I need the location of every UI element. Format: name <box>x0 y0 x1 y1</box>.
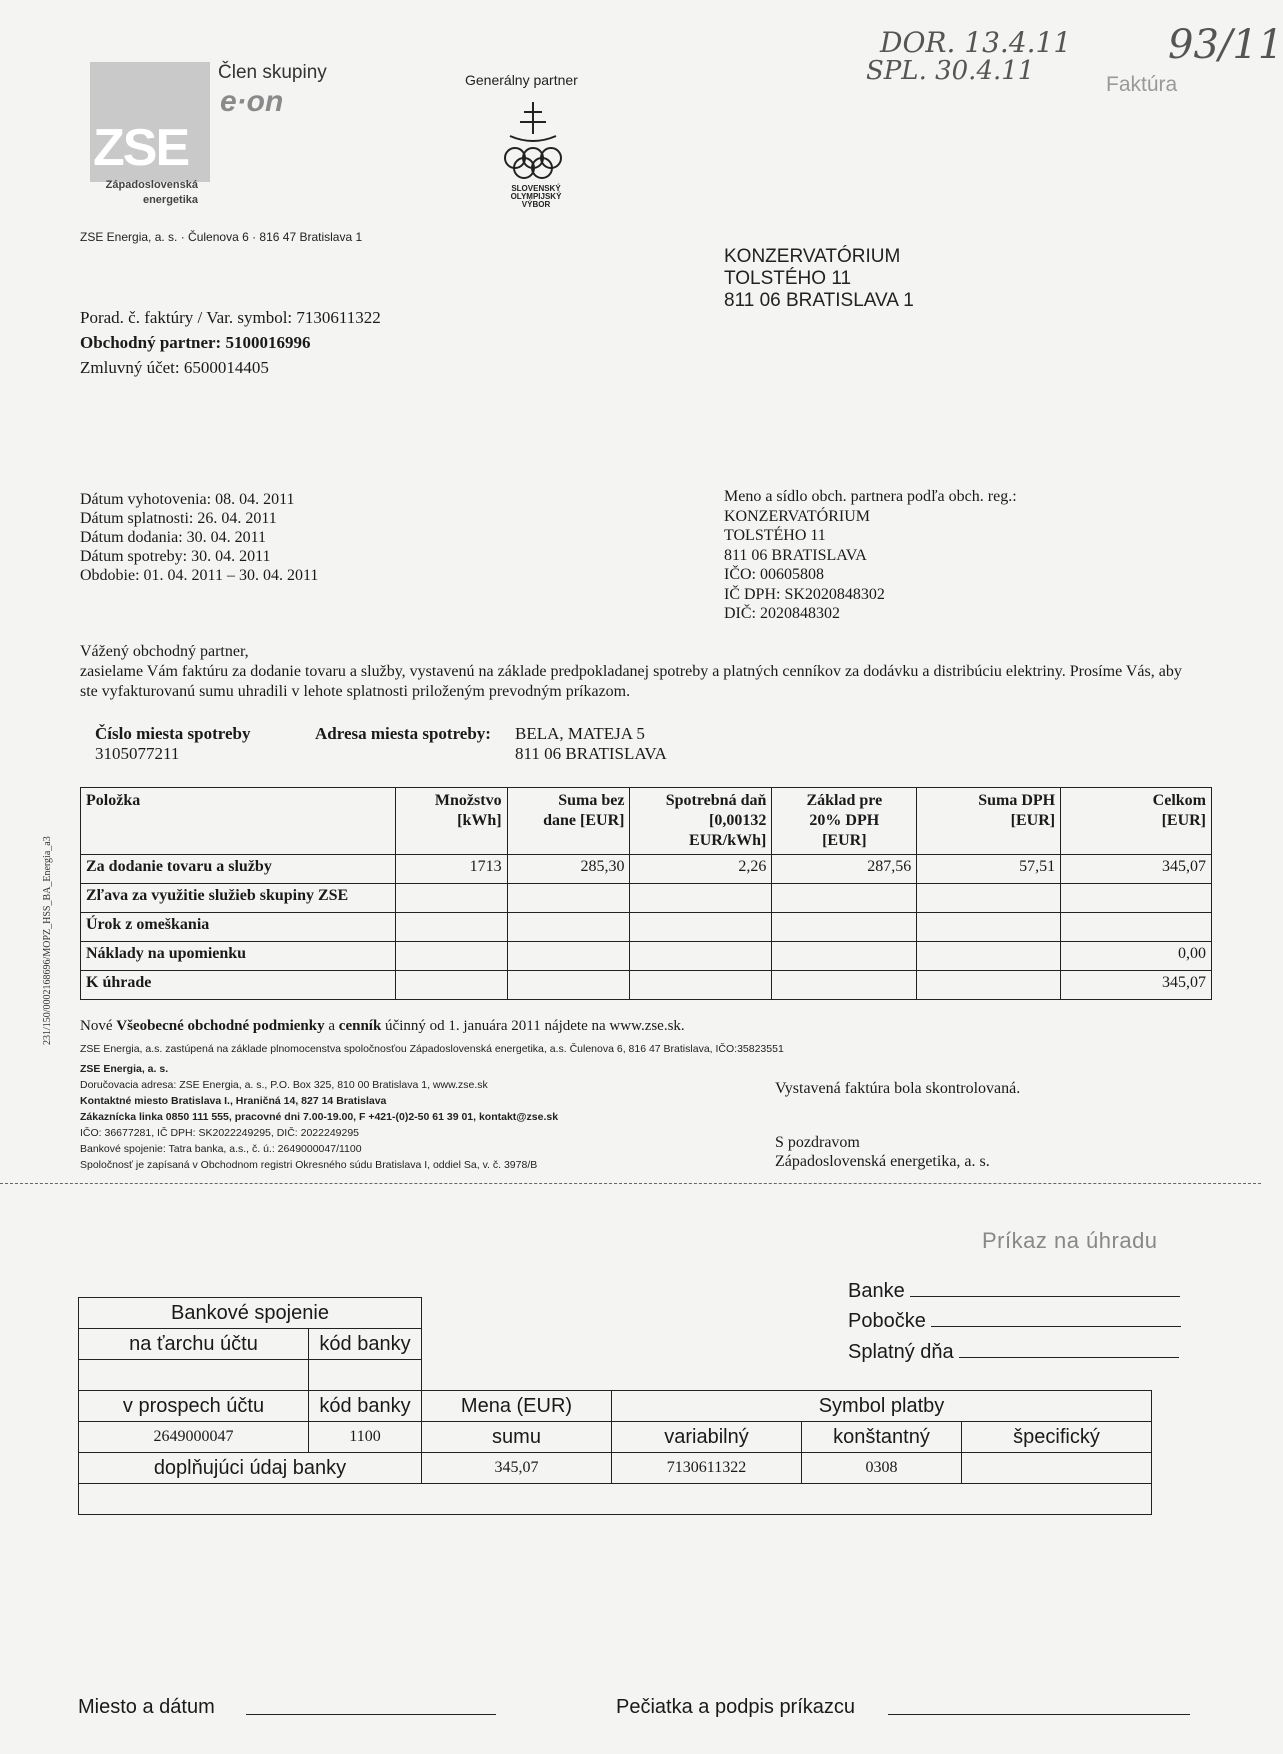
due-date-field[interactable]: Splatný dňa <box>848 1341 1179 1364</box>
header-excise-tax: Spotrebná daň [0,00132 EUR/kWh] <box>630 788 772 855</box>
payment-order-title: Príkaz na úhradu <box>982 1228 1158 1253</box>
cover-letter <box>80 642 1200 702</box>
credit-account-value: 2649000047 <box>79 1422 309 1453</box>
table-header-row <box>81 788 1212 855</box>
recipient-address: KONZERVATÓRIUM TOLSTÉHO 11 811 06 BRATISLAVA 1 <box>724 246 914 311</box>
sender-address: ZSE Energia, a. s. · Čulenova 6 · 816 47 Bratislava 1 <box>80 230 363 244</box>
group-label: Člen skupiny <box>218 62 327 83</box>
document-type-title: Faktúra <box>1106 73 1178 96</box>
currency-label: Mena (EUR) <box>422 1391 612 1422</box>
constant-symbol-value: 0308 <box>802 1453 962 1484</box>
extra-bank-info-input[interactable] <box>79 1484 1152 1515</box>
amount-value: 345,07 <box>422 1453 612 1484</box>
eon-logo: e·on <box>220 85 284 118</box>
credit-bank-code-label: kód banky <box>309 1391 422 1422</box>
amount-label: sumu <box>422 1422 612 1453</box>
branch-field[interactable]: Pobočke <box>848 1310 1181 1333</box>
consumption-address: Adresa miesta spotreby: BELA, MATEJA 5 811 06 BRATISLAVA <box>315 724 667 763</box>
partner-registration: Meno a sídlo obch. partnera podľa obch. reg.: KONZERVATÓRIUM TOLSTÉHO 11 811 06 BRATISLAVA IČO: 00605808 IČ DPH: SK2020848302 DIČ: 2020848302 <box>724 488 1017 622</box>
olympic-rings-icon <box>498 100 568 185</box>
credit-account-label: v prospech účtu <box>79 1391 309 1422</box>
header-vat-amount: Suma DPH [EUR] <box>917 788 1061 855</box>
place-date-label: Miesto a dátum <box>78 1696 215 1718</box>
header-item: Položka <box>81 788 396 855</box>
constant-symbol-label: konštantný <box>802 1422 962 1453</box>
invoice-items-table <box>80 787 1212 1000</box>
payment-order-table <box>78 1297 1152 1515</box>
invoice-number: Porad. č. faktúry / Var. symbol: 7130611322 <box>80 308 381 327</box>
table-row: Za dodanie tovaru a služby 1713 285,30 2,26 287,56 57,51 345,07 <box>81 855 1212 884</box>
payment-symbol-label: Symbol platby <box>612 1391 1152 1422</box>
extra-bank-info-label: doplňujúci údaj banky <box>79 1453 422 1484</box>
debit-account-input[interactable] <box>79 1360 309 1391</box>
stamp-signature-line[interactable] <box>888 1714 1190 1715</box>
letter-body: zasielame Vám faktúru za dodanie tovaru a služby, vystavenú na základe predpokladanej spotreby a platných cenníkov za dodávku a distribúciu elektriny. Prosíme Vás, aby ste vyfakturovanú sumu uhradili v lehote splatnosti priloženým prevodným príkazom. <box>80 663 1182 700</box>
handwritten-invoice-number: 93/11 <box>1168 22 1283 68</box>
table-row: Úrok z omeškania <box>81 913 1212 942</box>
side-document-code: 231/150/0002168696/MOPZ_HSS_BA_Energia_a3 <box>42 836 53 1045</box>
business-partner: Obchodný partner: 5100016996 <box>80 333 311 352</box>
zse-logo: ZSE <box>93 119 189 177</box>
zse-logo-subtitle: Západoslovenská energetika <box>105 179 198 206</box>
bank-field[interactable]: Banke <box>848 1280 1180 1303</box>
contract-account: Zmluvný účet: 6500014405 <box>80 358 269 377</box>
table-row: Zľava za využitie služieb skupiny ZSE <box>81 884 1212 913</box>
letter-greeting: Vážený obchodný partner, <box>80 643 249 660</box>
variable-symbol-label: variabilný <box>612 1422 802 1453</box>
checked-note: Vystavená faktúra bola skontrolovaná. <box>775 1080 1021 1097</box>
header-vat-base: Základ pre 20% DPH [EUR] <box>772 788 917 855</box>
variable-symbol-value: 7130611322 <box>612 1453 802 1484</box>
bank-connection-label: Bankové spojenie <box>79 1298 422 1329</box>
invoice-identifiers <box>80 305 381 380</box>
credit-bank-code-value: 1100 <box>309 1422 422 1453</box>
consumption-point: Číslo miesta spotreby 3105077211 <box>95 724 251 763</box>
stamp-signature-label: Pečiatka a podpis príkazcu <box>616 1696 856 1718</box>
debit-account-label: na ťarchu účtu <box>79 1329 309 1360</box>
place-date-line[interactable] <box>246 1714 496 1715</box>
table-row: Náklady na upomienku 0,00 <box>81 942 1212 971</box>
perforation-line <box>0 1183 1261 1184</box>
header-quantity: Množstvo [kWh] <box>395 788 507 855</box>
olympic-committee-text: SLOVENSKÝ OLYMPIJSKÝ VÝBOR <box>510 184 562 209</box>
general-partner-label: Generálny partner <box>465 72 578 88</box>
header-net-amount: Suma bez dane [EUR] <box>507 788 630 855</box>
invoice-dates: Dátum vyhotovenia: 08. 04. 2011 Dátum splatnosti: 26. 04. 2011 Dátum dodania: 30. 04. 2011 Dátum spotreby: 30. 04. 2011 Obdobie: 01. 04. 2011 – 30. 04. 2011 <box>80 491 319 584</box>
handwritten-received-date: DOR. 13.4.11 <box>880 26 1072 59</box>
debit-bank-code-input[interactable] <box>309 1360 422 1391</box>
specific-symbol-label: špecifický <box>962 1422 1152 1453</box>
table-row-total: K úhrade 345,07 <box>81 971 1212 1000</box>
terms-notice: Nové Všeobecné obchodné podmienky a cenník účinný od 1. januára 2011 nájdete na www.zse.sk. <box>80 1018 685 1034</box>
handwritten-due-date: SPL. 30.4.11 <box>866 56 1035 86</box>
header-total: Celkom [EUR] <box>1061 788 1212 855</box>
company-footer: ZSE Energia, a.s. zastúpená na základe plnomocenstva spoločnosťou Západoslovenská energetika, a.s. Čulenova 6, 816 47 Bratislava, IČO:35823551 ZSE Energia, a. s. Doručovacia adresa: ZSE Energia, a. s., P.O. Box 325, 810 00 Bratislava 1, www.zse.sk Kontaktné miesto Bratislava I., Hraničná 14, 827 14 Bratislava Zákaznícka linka 0850 111 555, pracovné dni 7.00-19.00, F +421-(0)2-50 61 39 01, kontakt@zse.sk IČO: 36677281, IČ DPH: SK2022249295, DIČ: 2022249295 Bankové spojenie: Tatra banka, a.s., č. ú.: 2649000047/1100 Spoločnosť je zapísaná v Obchodnom registri Okresného súdu Bratislava I, oddiel Sa, v. č. 3978/B <box>80 1043 784 1171</box>
closing-regards: S pozdravom Západoslovenská energetika, a. s. <box>775 1134 990 1170</box>
specific-symbol-value[interactable] <box>962 1453 1152 1484</box>
debit-bank-code-label: kód banky <box>309 1329 422 1360</box>
